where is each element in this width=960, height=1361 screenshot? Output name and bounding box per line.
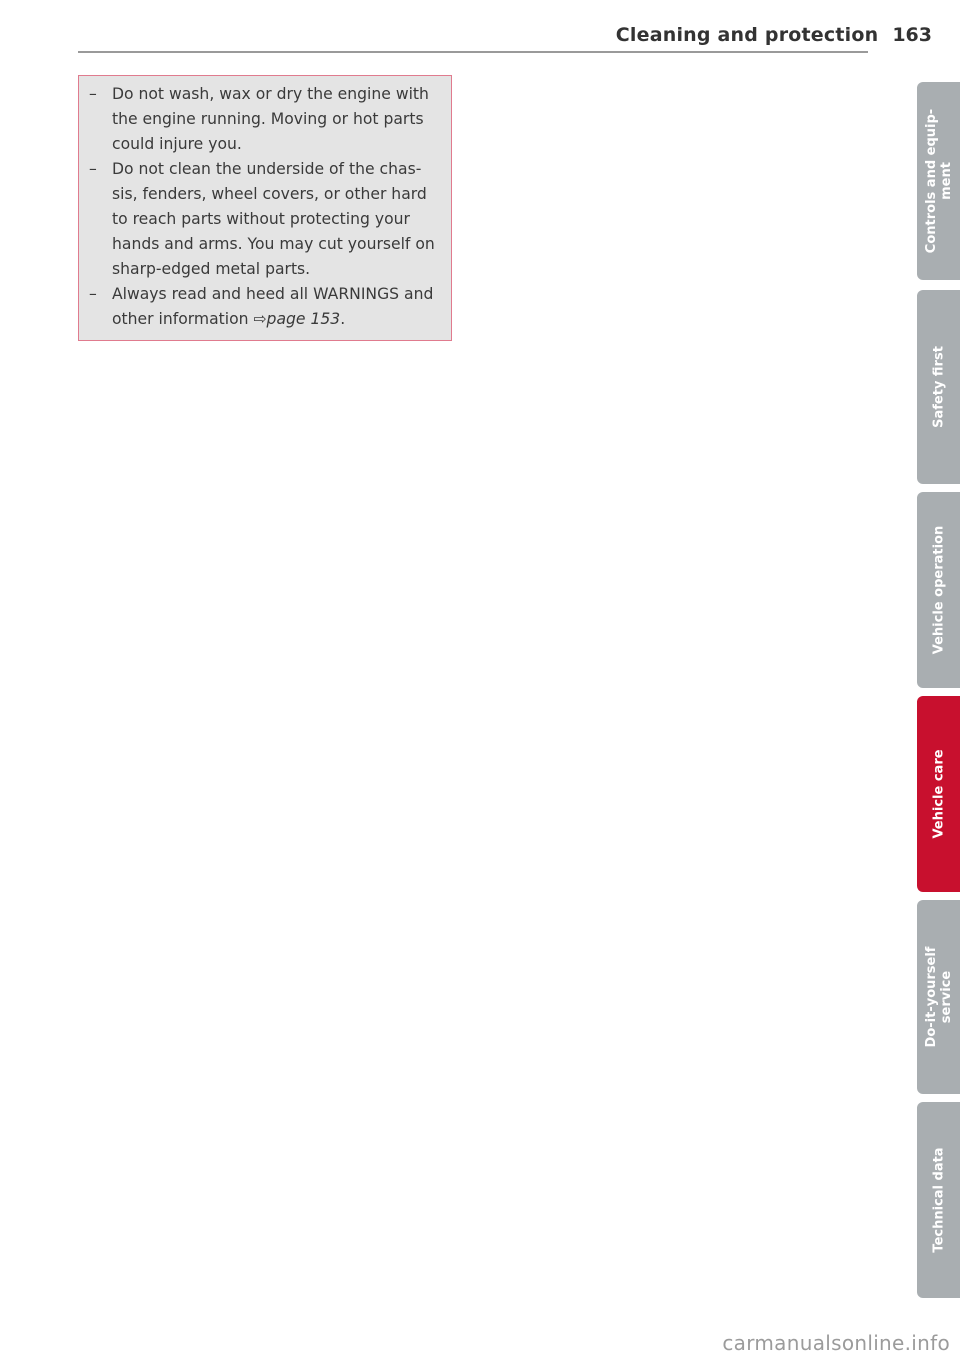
- warning-list: [89, 82, 441, 332]
- tab-technical-data[interactable]: [917, 1102, 960, 1298]
- tab-safety-first[interactable]: [917, 290, 960, 484]
- page-reference-link[interactable]: page 153: [266, 310, 341, 328]
- tab-label: Safety first: [931, 346, 946, 428]
- tab-do-it-yourself-service[interactable]: [917, 900, 960, 1094]
- tab-label: Technical data: [931, 1147, 946, 1253]
- list-dash: –: [89, 285, 97, 303]
- warning-item: [89, 282, 441, 332]
- warning-text-suffix: .: [340, 310, 346, 328]
- tab-label: Vehicle care: [931, 749, 946, 839]
- tab-label: Do-it-yourself service: [923, 946, 954, 1048]
- tab-vehicle-care[interactable]: [917, 696, 960, 892]
- tab-label: Controls and equip- ment: [923, 108, 954, 254]
- section-title: Cleaning and protection: [615, 24, 879, 46]
- tab-controls-and-equipment[interactable]: [917, 82, 960, 280]
- warning-text: Always read and heed all WARNINGS and other information: [112, 285, 434, 328]
- list-dash: –: [89, 160, 97, 178]
- page-number: 163: [892, 24, 932, 46]
- tab-vehicle-operation[interactable]: [917, 492, 960, 688]
- warning-box: [78, 75, 452, 341]
- warning-text: Do not clean the underside of the chas- sis, fenders, wheel covers, or other hard to reach parts without protecting your hands and arms. You may cut yourself on sharp-edged metal parts.: [112, 160, 435, 278]
- warning-item: [89, 82, 441, 157]
- warning-item: [89, 157, 441, 282]
- header-rule: [78, 51, 868, 53]
- tab-label: Vehicle operation: [931, 525, 946, 655]
- list-dash: –: [89, 85, 97, 103]
- warning-text: Do not wash, wax or dry the engine with the engine running. Moving or hot parts could injure you.: [112, 85, 429, 153]
- page-header: [616, 24, 932, 46]
- watermark: carmanualsonline.info: [722, 1331, 950, 1355]
- page-ref-arrow-icon: ⇨: [253, 310, 267, 328]
